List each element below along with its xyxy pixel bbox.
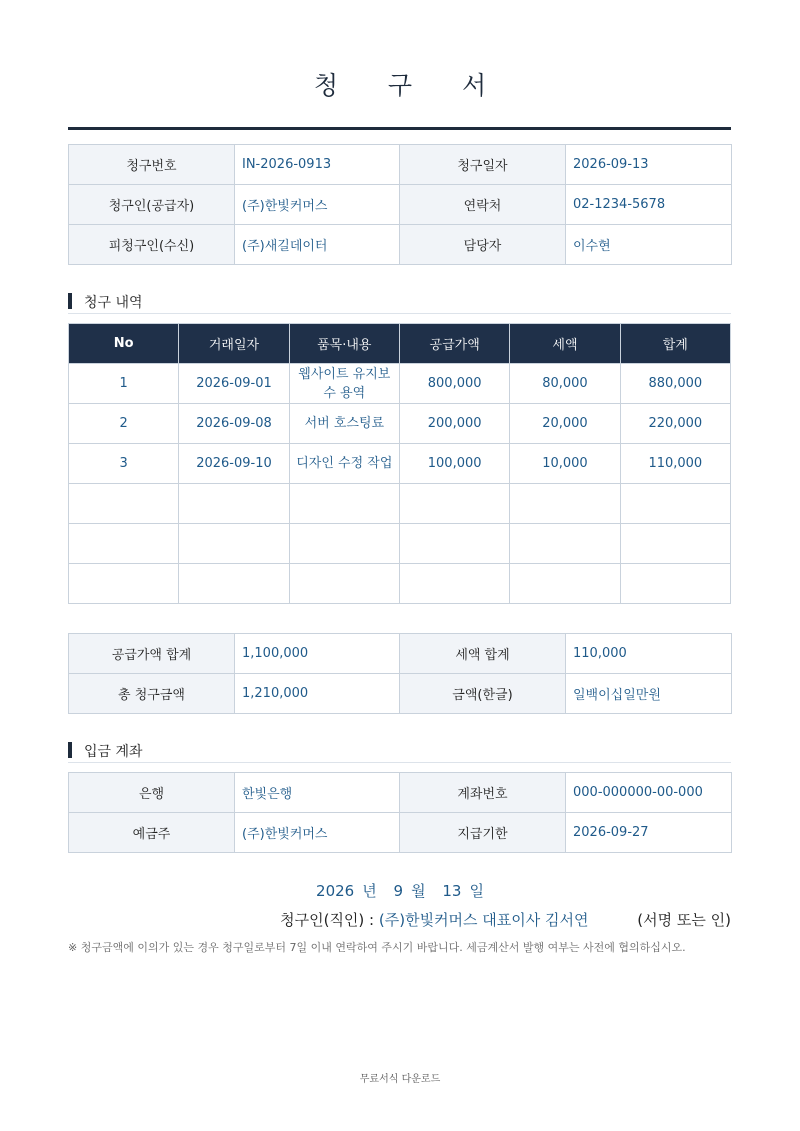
- table-cell: 2026-09-08: [179, 404, 289, 444]
- supply-total-value: 1,100,000: [235, 634, 400, 674]
- issue-year-unit: 년: [362, 882, 377, 900]
- supplier-value: (주)한빛커머스: [235, 185, 400, 225]
- korean-amount-label: 금액(한글): [400, 674, 566, 714]
- due-value: 2026-09-27: [566, 813, 732, 853]
- contact-value: 02-1234-5678: [566, 185, 732, 225]
- bank-value: 한빛은행: [235, 773, 400, 813]
- bank-section-heading: [68, 742, 731, 763]
- invoice-no-label: 청구번호: [69, 145, 235, 185]
- table-header-row: [69, 324, 731, 364]
- column-header: 합계: [620, 324, 730, 364]
- items-table: [68, 323, 731, 604]
- table-cell: 220,000: [620, 404, 730, 444]
- bank-section-title: 입금 계좌: [84, 744, 143, 760]
- manager-value: 이수현: [566, 225, 732, 265]
- tax-total-value: 110,000: [566, 634, 732, 674]
- table-row: [69, 145, 732, 185]
- table-cell: 1: [69, 364, 179, 404]
- korean-amount-value: 일백이십일만원: [566, 674, 732, 714]
- issue-year: 2026: [316, 882, 355, 900]
- supplier-label: 청구인(공급자): [69, 185, 235, 225]
- table-cell: [620, 524, 730, 564]
- table-cell: [69, 564, 179, 604]
- recipient-value: (주)새길데이터: [235, 225, 400, 265]
- section-marker: [68, 293, 72, 309]
- table-cell: 200,000: [399, 404, 509, 444]
- contact-label: 연락처: [400, 185, 566, 225]
- table-cell: 2026-09-01: [179, 364, 289, 404]
- manager-label: 담당자: [400, 225, 566, 265]
- column-header: 세액: [510, 324, 620, 364]
- invoice-date-value: 2026-09-13: [566, 145, 732, 185]
- table-row: [69, 444, 731, 484]
- invoice-no-value: IN-2026-0913: [235, 145, 400, 185]
- holder-label: 예금주: [69, 813, 235, 853]
- table-row: [69, 674, 732, 714]
- table-cell: 110,000: [620, 444, 730, 484]
- invoice-date-label: 청구일자: [400, 145, 566, 185]
- table-row: [69, 524, 731, 564]
- tax-total-label: 세액 합계: [400, 634, 566, 674]
- table-cell: 2026-09-10: [179, 444, 289, 484]
- due-label: 지급기한: [400, 813, 566, 853]
- column-header: No: [69, 324, 179, 364]
- table-cell: 3: [69, 444, 179, 484]
- issue-month-unit: 월: [411, 882, 426, 900]
- title-divider: [68, 127, 731, 130]
- table-cell: 10,000: [510, 444, 620, 484]
- signature-line: [280, 909, 731, 930]
- table-cell: [399, 564, 509, 604]
- table-cell: 웹사이트 유지보수 용역: [289, 364, 399, 404]
- table-cell: [69, 484, 179, 524]
- column-header: 품목·내용: [289, 324, 399, 364]
- table-cell: [620, 484, 730, 524]
- recipient-label: 피청구인(수신): [69, 225, 235, 265]
- invoice-info-table: [68, 144, 732, 265]
- signature-label: 청구인(직인) :: [280, 911, 375, 929]
- table-cell: [510, 524, 620, 564]
- grand-total-label: 총 청구금액: [69, 674, 235, 714]
- holder-value: (주)한빛커머스: [235, 813, 400, 853]
- table-row: [69, 364, 731, 404]
- issue-day-unit: 일: [469, 882, 484, 900]
- table-cell: [179, 564, 289, 604]
- items-section-heading: [68, 293, 731, 314]
- table-row: [69, 484, 731, 524]
- table-cell: [69, 524, 179, 564]
- table-cell: 디자인 수정 작업: [289, 444, 399, 484]
- table-cell: 서버 호스팅료: [289, 404, 399, 444]
- grand-total-value: 1,210,000: [235, 674, 400, 714]
- table-row: [69, 564, 731, 604]
- table-cell: 80,000: [510, 364, 620, 404]
- account-label: 계좌번호: [400, 773, 566, 813]
- table-cell: [510, 484, 620, 524]
- bank-table: [68, 772, 732, 853]
- table-cell: [510, 564, 620, 604]
- table-cell: 100,000: [399, 444, 509, 484]
- table-cell: [620, 564, 730, 604]
- table-cell: [289, 564, 399, 604]
- section-marker: [68, 742, 72, 758]
- table-cell: [289, 524, 399, 564]
- table-cell: 20,000: [510, 404, 620, 444]
- issue-day: 13: [442, 882, 462, 900]
- column-header: 공급가액: [399, 324, 509, 364]
- table-cell: [289, 484, 399, 524]
- table-row: [69, 225, 732, 265]
- footer-text: 무료서식 다운로드: [359, 1074, 441, 1085]
- table-cell: [179, 524, 289, 564]
- table-row: [69, 185, 732, 225]
- signer-name: (주)한빛커머스 대표이사 김서연: [378, 911, 589, 929]
- table-cell: [179, 484, 289, 524]
- issue-date: [0, 880, 800, 901]
- table-cell: [399, 484, 509, 524]
- notice-text: ※ 청구금액에 이의가 있는 경우 청구일로부터 7일 이내 연락하여 주시기 바랍니다. 세금계산서 발행 여부는 사전에 협의하십시오.: [68, 941, 686, 954]
- table-row: [69, 813, 732, 853]
- seal-placeholder: (서명 또는 인): [637, 911, 731, 929]
- table-cell: 880,000: [620, 364, 730, 404]
- account-value: 000-000000-00-000: [566, 773, 732, 813]
- bank-label: 은행: [69, 773, 235, 813]
- table-row: [69, 404, 731, 444]
- table-cell: [399, 524, 509, 564]
- supply-total-label: 공급가액 합계: [69, 634, 235, 674]
- table-row: [69, 773, 732, 813]
- document-title: 청 구 서: [313, 71, 508, 100]
- table-cell: 2: [69, 404, 179, 444]
- column-header: 거래일자: [179, 324, 289, 364]
- totals-table: [68, 633, 732, 714]
- issue-month: 9: [393, 882, 404, 900]
- items-section-title: 청구 내역: [84, 295, 143, 311]
- table-row: [69, 634, 732, 674]
- table-cell: 800,000: [399, 364, 509, 404]
